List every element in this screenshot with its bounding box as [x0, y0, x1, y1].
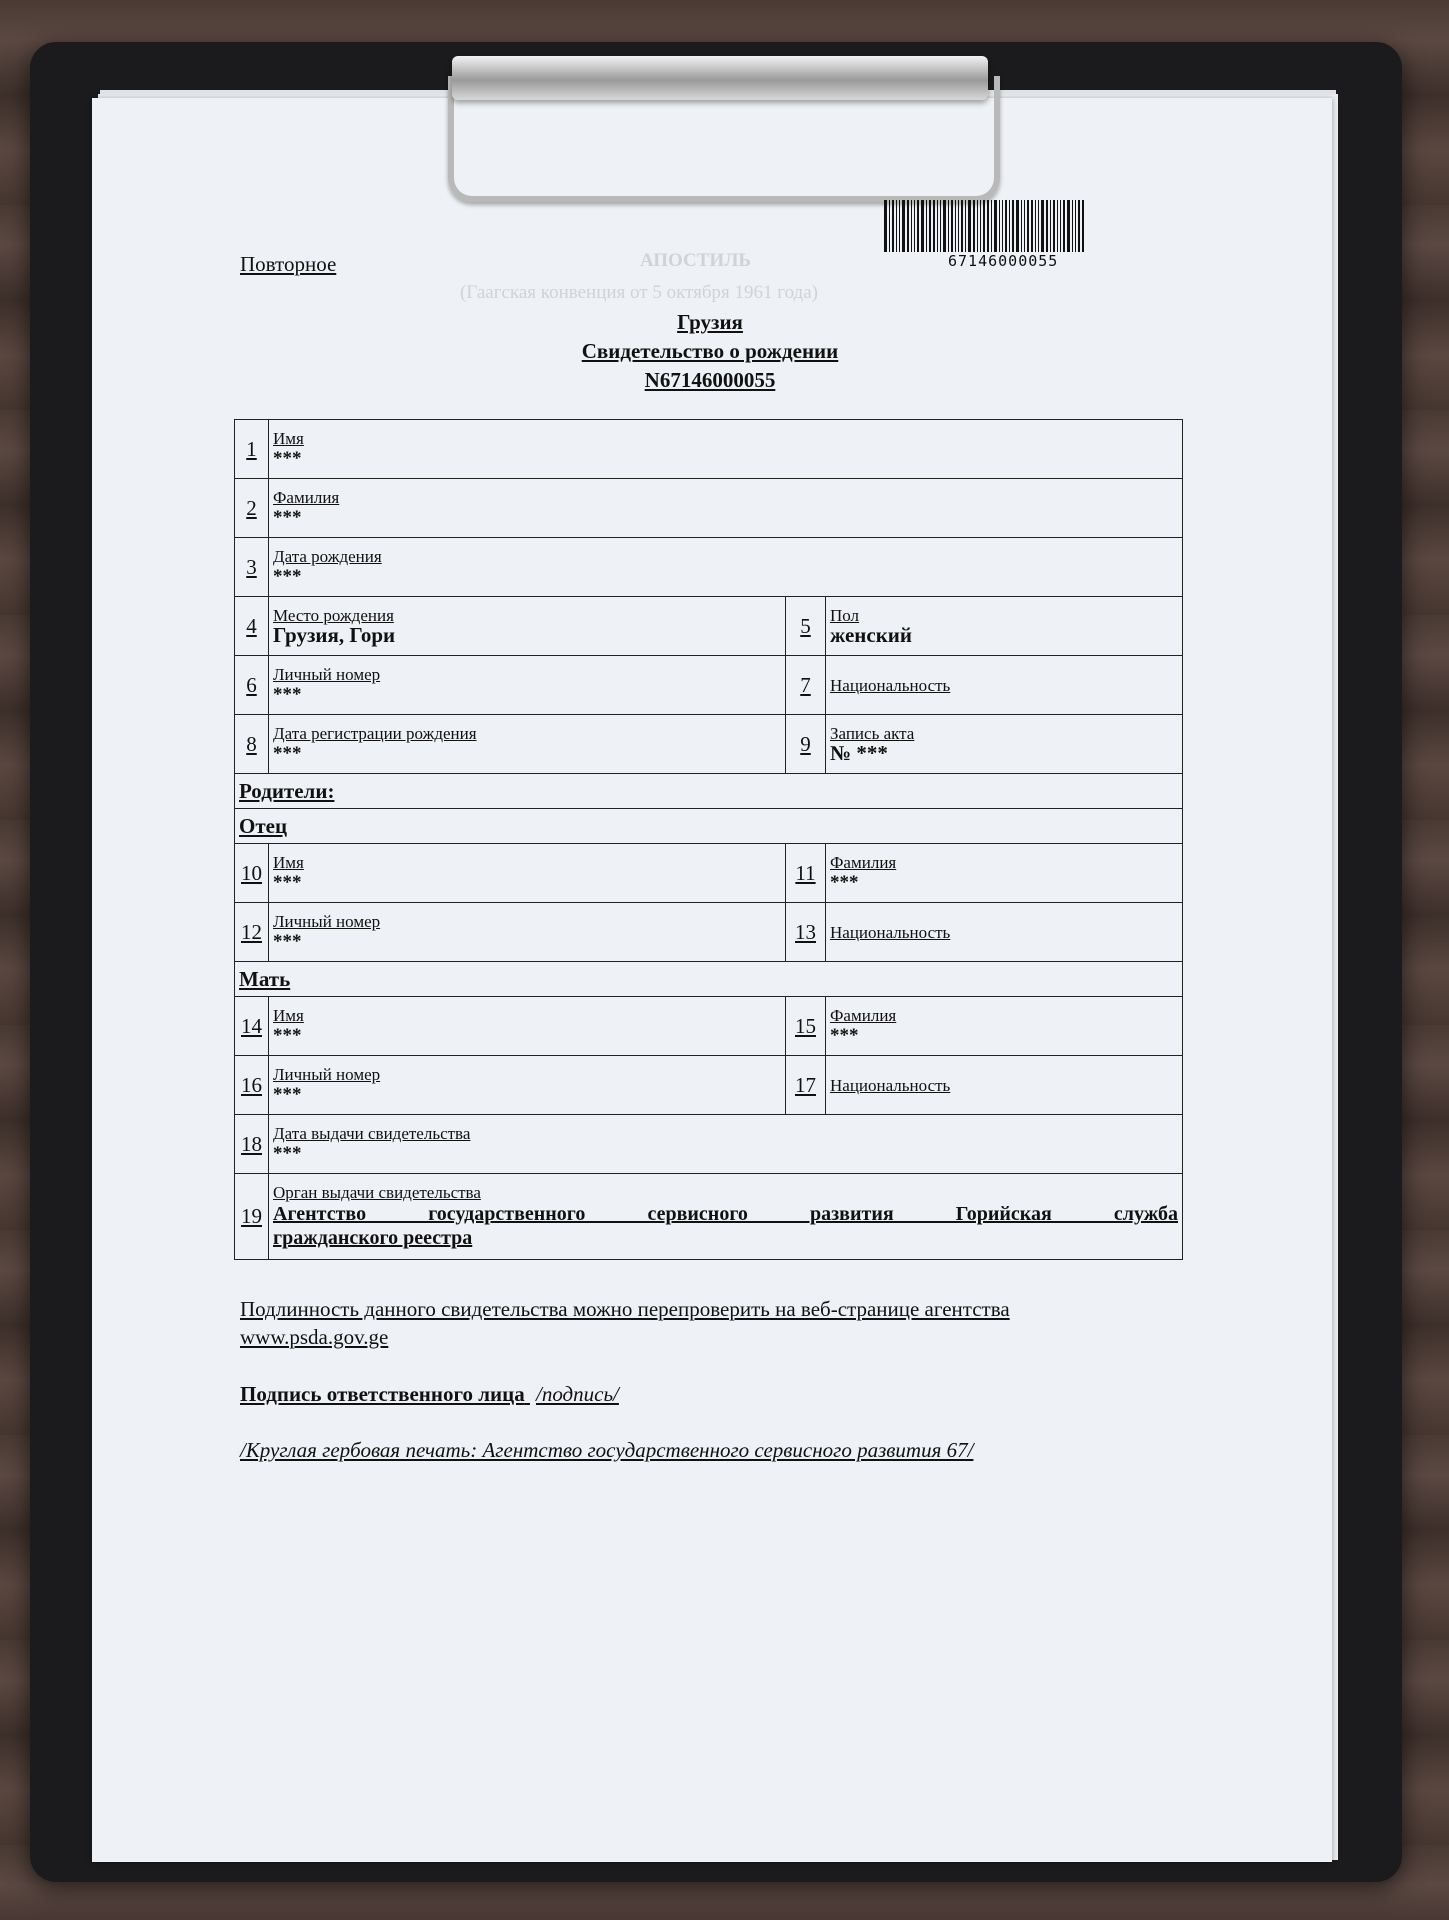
document-header: [240, 308, 1180, 395]
field-value: ***: [273, 1143, 302, 1164]
barcode-bar: [999, 200, 1000, 252]
barcode-bar: [980, 200, 981, 252]
field-label: Дата рождения: [273, 547, 382, 566]
field-value: ***: [273, 931, 302, 952]
barcode-bar: [1002, 200, 1003, 252]
field-label: Фамилия: [830, 853, 897, 872]
field-value-continued: гражданского реестра: [273, 1227, 473, 1249]
barcode-bar: [892, 200, 894, 252]
table-row: [235, 715, 1183, 774]
field-issue-date: [269, 1115, 1183, 1174]
certificate-table: [234, 419, 1183, 1260]
barcode-bar: [1038, 200, 1039, 252]
field-value: ***: [273, 448, 302, 469]
barcode-bar: [983, 200, 985, 252]
field-number: 15: [786, 997, 826, 1056]
field-value: ***: [273, 872, 302, 893]
signature-line: [240, 1380, 619, 1408]
barcode-bar: [917, 200, 919, 252]
field-number: 6: [235, 656, 269, 715]
barcode-bar: [914, 200, 915, 252]
barcode-bar: [884, 200, 887, 252]
barcode-bar: [907, 200, 909, 252]
seal-note: /Круглая гербовая печать: Агентство государственного сервисного развития 67/: [240, 1438, 974, 1462]
barcode-bar: [1021, 200, 1022, 252]
table-row: [235, 997, 1183, 1056]
section-mother: Мать: [235, 962, 1183, 997]
field-value: ***: [273, 743, 302, 764]
table-row: [235, 844, 1183, 903]
field-father-nationality: [826, 903, 1183, 962]
table-row: [235, 1115, 1183, 1174]
field-mother-surname: [826, 997, 1183, 1056]
barcode-bar: [1072, 200, 1073, 252]
field-number: 4: [235, 597, 269, 656]
field-number: 14: [235, 997, 269, 1056]
field-label: Национальность: [830, 922, 951, 942]
barcode-bar: [889, 200, 890, 252]
barcode-bar: [991, 200, 992, 252]
field-value: ***: [273, 566, 302, 587]
section-parents: Родители:: [235, 774, 1183, 809]
table-row: [235, 809, 1183, 844]
document-title: Свидетельство о рождении: [581, 339, 839, 363]
verification-url: www.psda.gov.ge: [240, 1325, 389, 1349]
barcode-number: 67146000055: [948, 252, 1059, 270]
field-value: ***: [273, 1084, 302, 1105]
barcode-bar: [937, 200, 938, 252]
field-number: 8: [235, 715, 269, 774]
barcode: [884, 200, 1164, 270]
verification-text: Подлинность данного свидетельства можно перепроверить на веб-странице агентства: [240, 1297, 1010, 1321]
table-row: [235, 1056, 1183, 1115]
table-row: [235, 479, 1183, 538]
barcode-bar: [933, 200, 935, 252]
field-number: 10: [235, 844, 269, 903]
field-label: Фамилия: [830, 1006, 897, 1025]
field-value: Агентство государственного сервисного развития Горийская служба: [273, 1203, 1178, 1225]
field-registration-date: [269, 715, 786, 774]
barcode-bar: [926, 200, 927, 252]
field-value: ***: [273, 507, 302, 528]
barcode-bar: [902, 200, 905, 252]
signature-value: /подпись/: [536, 1382, 619, 1406]
field-mother-personal-number: [269, 1056, 786, 1115]
field-number: 13: [786, 903, 826, 962]
field-father-surname: [826, 844, 1183, 903]
barcode-bar: [911, 200, 912, 252]
field-number: 1: [235, 420, 269, 479]
field-birth-place: [269, 597, 786, 656]
barcode-bar: [951, 200, 953, 252]
field-value: ***: [830, 1025, 859, 1046]
field-value: ***: [273, 1025, 302, 1046]
country-heading: Грузия: [677, 310, 743, 334]
field-nationality: [826, 656, 1183, 715]
field-number: 3: [235, 538, 269, 597]
clip-plate: [452, 56, 988, 100]
table-row: [235, 903, 1183, 962]
barcode-bar: [958, 200, 959, 252]
barcode-bar: [1057, 200, 1058, 252]
field-label: Имя: [273, 853, 304, 872]
field-number: 18: [235, 1115, 269, 1174]
field-sex: [826, 597, 1183, 656]
field-issuing-authority: [269, 1174, 1183, 1260]
table-row: [235, 1174, 1183, 1260]
barcode-bar: [1067, 200, 1070, 252]
barcode-bar: [1031, 200, 1033, 252]
certificate-number: N67146000055: [644, 368, 776, 392]
field-number: 19: [235, 1174, 269, 1260]
field-value: Грузия, Гори: [273, 623, 396, 647]
section-father: Отец: [235, 809, 1183, 844]
barcode-bar: [1060, 200, 1061, 252]
barcode-bar: [1009, 200, 1010, 252]
barcode-bar: [1050, 200, 1051, 252]
field-number: 17: [786, 1056, 826, 1115]
barcode-bar: [896, 200, 897, 252]
barcode-bar: [968, 200, 971, 252]
field-value: ***: [273, 684, 302, 705]
clipboard-clip: [440, 56, 1000, 196]
field-label: Национальность: [830, 1075, 951, 1095]
barcode-bar: [1035, 200, 1036, 252]
field-number: 12: [235, 903, 269, 962]
field-number: 7: [786, 656, 826, 715]
field-number: 9: [786, 715, 826, 774]
barcode-bar: [1005, 200, 1007, 252]
barcode-bar: [955, 200, 956, 252]
field-label: Пол: [830, 606, 860, 625]
field-value: ***: [830, 872, 859, 893]
field-birth-date: [269, 538, 1183, 597]
barcode-bar: [1041, 200, 1044, 252]
field-value: женский: [830, 623, 912, 647]
field-number: 5: [786, 597, 826, 656]
barcode-bar: [1082, 200, 1084, 252]
field-label: Дата регистрации рождения: [273, 724, 477, 743]
table-row: [235, 656, 1183, 715]
table-row: [235, 962, 1183, 997]
field-value: № ***: [830, 741, 888, 765]
barcode-bar: [977, 200, 978, 252]
barcode-bar: [1046, 200, 1048, 252]
barcode-bar: [1075, 200, 1076, 252]
barcode-bar: [961, 200, 963, 252]
field-mother-name: [269, 997, 786, 1056]
barcode-bar: [965, 200, 966, 252]
barcode-bars: [884, 200, 1164, 252]
barcode-bar: [1027, 200, 1029, 252]
field-number: 11: [786, 844, 826, 903]
repeat-label: Повторное: [240, 252, 337, 276]
barcode-bar: [1016, 200, 1019, 252]
table-row: [235, 774, 1183, 809]
table-row: [235, 538, 1183, 597]
field-number: 16: [235, 1056, 269, 1115]
barcode-bar: [1012, 200, 1014, 252]
field-mother-nationality: [826, 1056, 1183, 1115]
barcode-bar: [899, 200, 900, 252]
field-label: Национальность: [830, 675, 951, 695]
field-label: Личный номер: [273, 1065, 381, 1084]
field-label: Имя: [273, 1006, 304, 1025]
field-father-name: [269, 844, 786, 903]
field-surname: [269, 479, 1183, 538]
barcode-bar: [994, 200, 997, 252]
field-label: Личный номер: [273, 665, 381, 684]
field-label: Имя: [273, 429, 304, 448]
barcode-bar: [1053, 200, 1055, 252]
barcode-bar: [948, 200, 949, 252]
barcode-bar: [987, 200, 989, 252]
verification-note: [240, 1295, 1010, 1351]
barcode-bar: [973, 200, 975, 252]
field-number: 2: [235, 479, 269, 538]
signature-label: Подпись ответственного лица: [240, 1382, 525, 1406]
barcode-bar: [1063, 200, 1065, 252]
ghost-apostille-subtitle: (Гаагская конвенция от 5 октября 1961 года): [460, 282, 818, 303]
field-act-record: [826, 715, 1183, 774]
barcode-bar: [1078, 200, 1080, 252]
field-personal-number: [269, 656, 786, 715]
field-label: Личный номер: [273, 912, 381, 931]
field-label: Место рождения: [273, 606, 394, 625]
barcode-bar: [1024, 200, 1025, 252]
field-label: Запись акта: [830, 724, 915, 743]
barcode-bar: [921, 200, 924, 252]
field-label: Орган выдачи свидетельства: [273, 1183, 481, 1202]
table-row: [235, 597, 1183, 656]
ghost-apostille-title: АПОСТИЛЬ: [640, 250, 751, 271]
barcode-bar: [940, 200, 941, 252]
barcode-bar: [929, 200, 931, 252]
field-label: Дата выдачи свидетельства: [273, 1124, 471, 1143]
table-row: [235, 420, 1183, 479]
field-father-personal-number: [269, 903, 786, 962]
field-label: Фамилия: [273, 488, 340, 507]
field-name: [269, 420, 1183, 479]
barcode-bar: [943, 200, 946, 252]
